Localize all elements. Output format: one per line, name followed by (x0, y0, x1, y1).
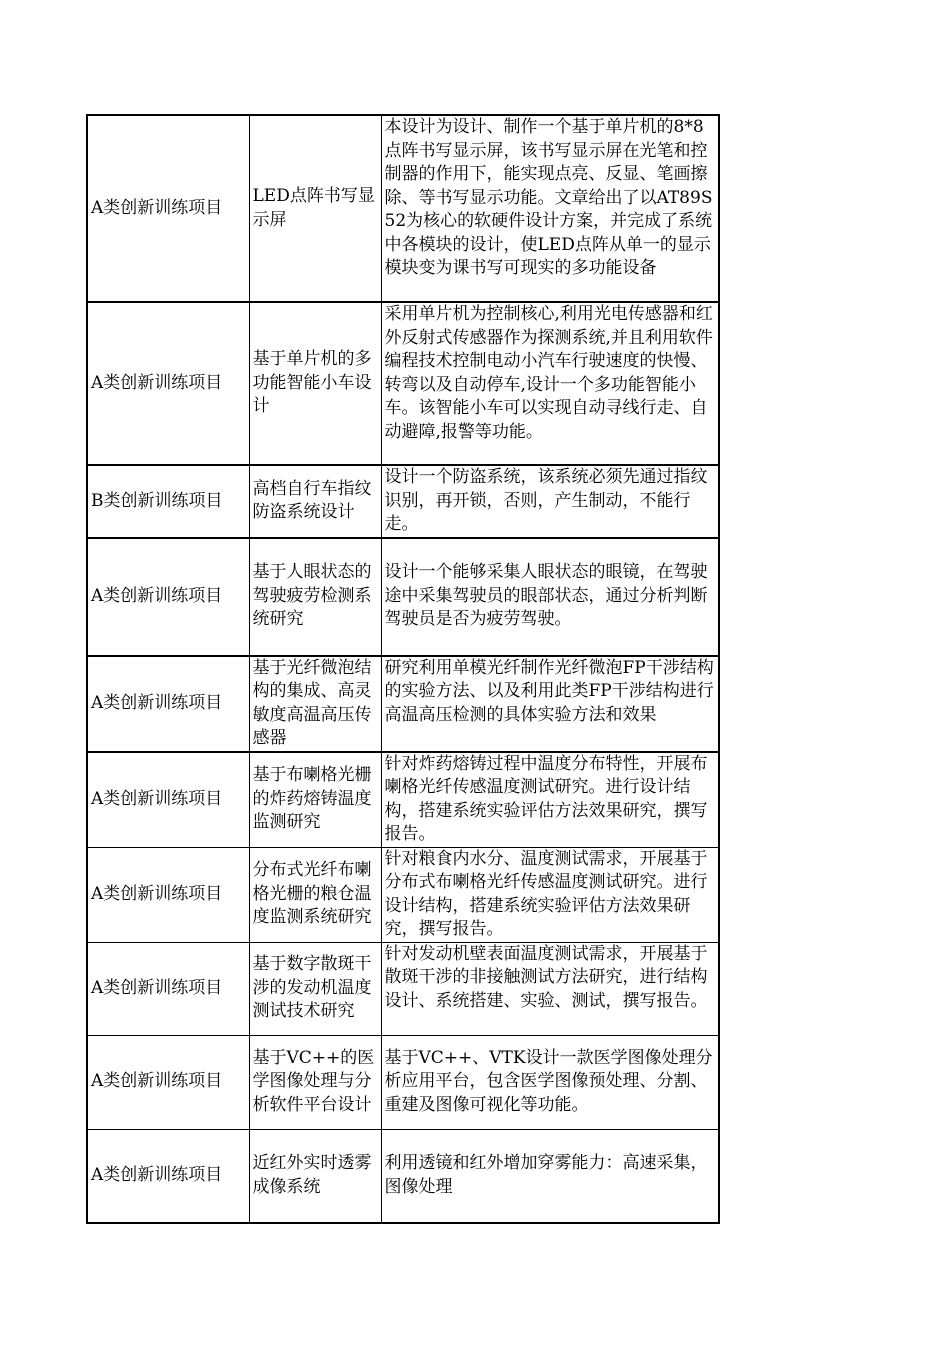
category-cell: A类创新训练项目 (87, 538, 249, 656)
category-cell: B类创新训练项目 (87, 465, 249, 538)
table-row (87, 538, 719, 656)
project-name-cell: 基于VC++的医学图像处理与分析软件平台设计 (249, 1035, 381, 1129)
category-cell: A类创新训练项目 (87, 302, 249, 465)
description-cell: 研究利用单模光纤制作光纤微泡FP干涉结构的实验方法、以及利用此类FP干涉结构进行高温高压检测的具体实验方法和效果 (381, 656, 719, 752)
description-cell: 设计一个防盗系统，该系统必须先通过指纹识别，再开锁，否则，产生制动，不能行走。 (381, 465, 719, 538)
description-cell: 针对发动机壁表面温度测试需求，开展基于散斑干涉的非接触测试方法研究，进行结构设计、系统搭建、实验、测试，撰写报告。 (381, 942, 719, 1035)
description-cell: 针对粮食内水分、温度测试需求，开展基于分布式布喇格光纤传感温度测试研究。进行设计结构，搭建系统实验评估方法效果研究，撰写报告。 (381, 847, 719, 942)
table-row (87, 1129, 719, 1223)
project-name-cell: 基于数字散斑干涉的发动机温度测试技术研究 (249, 942, 381, 1035)
table-row (87, 302, 719, 465)
category-cell: A类创新训练项目 (87, 115, 249, 302)
project-name-cell: 近红外实时透雾成像系统 (249, 1129, 381, 1223)
category-cell: A类创新训练项目 (87, 1129, 249, 1223)
project-name-cell: 基于单片机的多功能智能小车设计 (249, 302, 381, 465)
category-cell: A类创新训练项目 (87, 752, 249, 848)
description-cell: 设计一个能够采集人眼状态的眼镜，在驾驶途中采集驾驶员的眼部状态，通过分析判断驾驶员是否为疲劳驾驶。 (381, 538, 719, 656)
table-row (87, 465, 719, 538)
table-row (87, 847, 719, 942)
table-row (87, 1035, 719, 1129)
project-table (86, 114, 720, 1224)
table-row (87, 656, 719, 752)
description-cell: 针对炸药熔铸过程中温度分布特性，开展布喇格光纤传感温度测试研究。进行设计结构，搭建系统实验评估方法效果研究，撰写报告。 (381, 752, 719, 848)
table-row (87, 752, 719, 848)
table-row (87, 115, 719, 302)
project-name-cell: 基于人眼状态的驾驶疲劳检测系统研究 (249, 538, 381, 656)
description-cell: 本设计为设计、制作一个基于单片机的8*8点阵书写显示屏，该书写显示屏在光笔和控制器的作用下，能实现点亮、反显、笔画擦除、等书写显示功能。文章给出了以AT89S52为核心的软硬件设计方案，并完成了系统中各模块的设计，使LED点阵从单一的显示模块变为课书写可现实的多功能设备 (381, 115, 719, 302)
project-name-cell: 基于布喇格光栅的炸药熔铸温度监测研究 (249, 752, 381, 848)
project-name-cell: 基于光纤微泡结构的集成、高灵敏度高温高压传感器 (249, 656, 381, 752)
project-name-cell: 分布式光纤布喇格光栅的粮仓温度监测系统研究 (249, 847, 381, 942)
table-row (87, 942, 719, 1035)
category-cell: A类创新训练项目 (87, 656, 249, 752)
category-cell: A类创新训练项目 (87, 1035, 249, 1129)
description-cell: 基于VC++、VTK设计一款医学图像处理分析应用平台，包含医学图像预处理、分割、重建及图像可视化等功能。 (381, 1035, 719, 1129)
description-cell: 采用单片机为控制核心,利用光电传感器和红外反射式传感器作为探测系统,并且利用软件编程技术控制电动小汽车行驶速度的快慢、转弯以及自动停车,设计一个多功能智能小车。该智能小车可以实现自动寻线行走、自动避障,报警等功能。 (381, 302, 719, 465)
category-cell: A类创新训练项目 (87, 942, 249, 1035)
description-cell: 利用透镜和红外增加穿雾能力：高速采集，图像处理 (381, 1129, 719, 1223)
project-name-cell: 高档自行车指纹防盗系统设计 (249, 465, 381, 538)
category-cell: A类创新训练项目 (87, 847, 249, 942)
project-name-cell: LED点阵书写显示屏 (249, 115, 381, 302)
